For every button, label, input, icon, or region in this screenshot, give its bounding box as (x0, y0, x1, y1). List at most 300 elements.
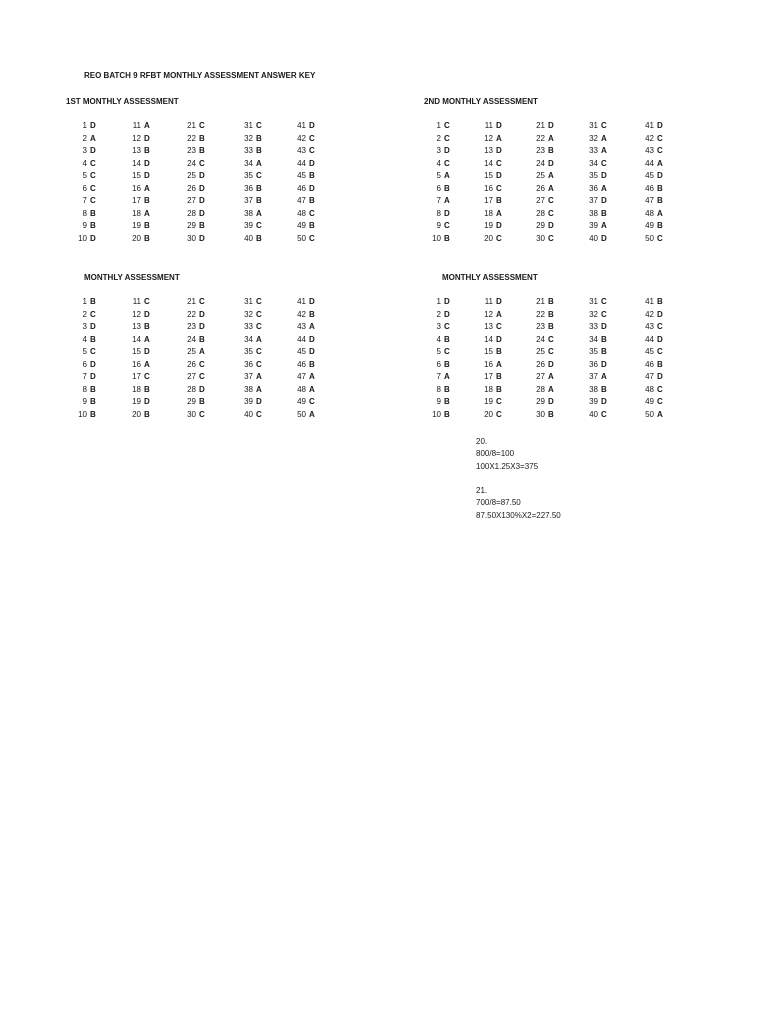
answer-item (526, 346, 566, 358)
answer-item (422, 183, 462, 195)
answer-letter: B (199, 133, 205, 143)
question-number: 3 (436, 322, 441, 331)
question-number: 9 (82, 221, 87, 230)
question-number: 11 (132, 121, 141, 130)
question-number: 6 (82, 183, 87, 193)
answer-letter: C (496, 158, 502, 168)
question-number: 19 (132, 397, 141, 406)
answer-letter: B (657, 183, 663, 193)
note-spacer (476, 473, 561, 485)
answer-item (422, 359, 462, 371)
answer-item (287, 384, 327, 396)
answer-item (635, 145, 675, 157)
answer-letter: B (444, 183, 450, 193)
answer-item (474, 183, 514, 195)
question-number: 7 (82, 372, 87, 381)
answer-item (474, 233, 514, 245)
answer-item (122, 359, 162, 371)
answer-item (422, 371, 462, 383)
answer-letter: C (256, 409, 262, 419)
answer-item (287, 120, 327, 132)
question-number: 1 (436, 121, 441, 130)
section-heading: 2ND MONTHLY ASSESSMENT (424, 97, 538, 106)
question-number: 29 (536, 397, 545, 406)
answer-letter: B (309, 359, 315, 369)
answer-item (122, 195, 162, 207)
answer-item (234, 120, 274, 132)
note-line: 700/8=87.50 (476, 498, 521, 508)
question-number: 13 (484, 146, 493, 155)
question-number: 33 (589, 146, 598, 155)
answer-letter: A (309, 384, 315, 394)
answer-item (122, 145, 162, 157)
answer-letter: B (496, 196, 502, 205)
question-number: 26 (536, 183, 545, 193)
question-number: 22 (187, 133, 196, 143)
question-number: 34 (589, 158, 598, 168)
answer-letter: B (309, 221, 315, 230)
question-number: 25 (536, 171, 545, 180)
answer-item (474, 158, 514, 170)
answer-item (177, 334, 217, 346)
question-number: 4 (82, 158, 87, 168)
answer-letter: D (496, 221, 502, 230)
question-number: 28 (187, 208, 196, 218)
answer-letter: C (548, 334, 554, 344)
answer-letter: C (444, 133, 450, 143)
answer-item (122, 220, 162, 232)
note-label: 21. (476, 486, 488, 496)
question-number: 29 (187, 397, 196, 406)
answer-item (234, 133, 274, 145)
question-number: 50 (645, 409, 654, 419)
answer-letter: D (199, 171, 205, 180)
answer-letter: C (548, 347, 554, 356)
question-number: 19 (484, 397, 493, 406)
question-number: 37 (589, 196, 598, 205)
answer-item (474, 195, 514, 207)
answer-letter: D (90, 359, 96, 369)
answer-item (234, 359, 274, 371)
answer-letter: B (144, 233, 150, 243)
answer-item (68, 346, 108, 358)
answer-letter: C (548, 233, 554, 243)
answer-item (635, 384, 675, 396)
answer-letter: A (601, 146, 607, 155)
question-number: 33 (244, 146, 253, 155)
answer-item (122, 158, 162, 170)
answer-item (177, 233, 217, 245)
question-number: 41 (297, 121, 306, 130)
answer-item (177, 145, 217, 157)
answer-letter: A (90, 133, 96, 143)
answer-letter: D (444, 208, 450, 218)
answer-item (177, 396, 217, 408)
question-number: 10 (78, 409, 87, 419)
question-number: 35 (244, 171, 253, 180)
question-number: 2 (436, 133, 441, 143)
answer-item (287, 158, 327, 170)
answer-item (474, 334, 514, 346)
question-number: 17 (484, 196, 493, 205)
answer-letter: A (444, 372, 450, 381)
question-number: 37 (244, 196, 253, 205)
answer-letter: A (601, 372, 607, 381)
question-number: 37 (244, 372, 253, 381)
answer-letter: B (256, 146, 262, 155)
answer-letter: B (657, 359, 663, 369)
answer-letter: D (601, 196, 607, 205)
answer-item (68, 195, 108, 207)
answer-item (234, 145, 274, 157)
answer-letter: C (496, 183, 502, 193)
answer-letter: A (548, 133, 554, 143)
answer-letter: A (144, 334, 150, 344)
question-number: 2 (436, 309, 441, 319)
question-number: 38 (244, 208, 253, 218)
answer-letter: D (144, 347, 150, 356)
answer-letter: B (496, 347, 502, 356)
answer-letter: C (601, 158, 607, 168)
answer-item (68, 158, 108, 170)
answer-item (579, 208, 619, 220)
question-number: 48 (297, 208, 306, 218)
answer-item (422, 384, 462, 396)
question-number: 12 (132, 309, 141, 319)
section-heading: MONTHLY ASSESSMENT (84, 273, 180, 282)
answer-letter: B (601, 334, 607, 344)
answer-letter: A (496, 309, 502, 319)
answer-letter: B (90, 221, 96, 230)
answer-item (234, 396, 274, 408)
answer-item (287, 396, 327, 408)
question-number: 22 (536, 133, 545, 143)
answer-letter: A (256, 208, 262, 218)
answer-letter: C (444, 322, 450, 331)
answer-item (526, 309, 566, 321)
question-number: 39 (244, 397, 253, 406)
answer-item (287, 208, 327, 220)
answer-item (474, 296, 514, 308)
answer-item (122, 334, 162, 346)
answer-letter: C (444, 221, 450, 230)
question-number: 40 (589, 409, 598, 419)
answer-letter: D (548, 121, 554, 130)
answer-item (579, 158, 619, 170)
answer-item (234, 170, 274, 182)
answer-item (234, 296, 274, 308)
question-number: 6 (436, 359, 441, 369)
question-number: 8 (436, 208, 441, 218)
question-number: 32 (244, 309, 253, 319)
answer-item (526, 334, 566, 346)
answer-item (68, 384, 108, 396)
answer-item (68, 371, 108, 383)
answer-letter: B (90, 397, 96, 406)
question-number: 14 (484, 334, 493, 344)
question-number: 45 (645, 347, 654, 356)
answer-letter: B (444, 409, 450, 419)
answer-letter: A (444, 171, 450, 180)
answer-letter: B (144, 221, 150, 230)
section-heading: 1ST MONTHLY ASSESSMENT (66, 97, 179, 106)
answer-letter: B (496, 384, 502, 394)
question-number: 1 (436, 297, 441, 306)
answer-item (474, 321, 514, 333)
answer-item (177, 158, 217, 170)
answer-item (287, 359, 327, 371)
answer-item (474, 371, 514, 383)
question-number: 20 (484, 409, 493, 419)
answer-item (287, 334, 327, 346)
answer-letter: A (601, 183, 607, 193)
answer-letter: B (309, 196, 315, 205)
question-number: 12 (484, 309, 493, 319)
question-number: 6 (82, 359, 87, 369)
answer-letter: D (199, 384, 205, 394)
question-number: 47 (645, 372, 654, 381)
answer-item (122, 309, 162, 321)
answer-item (635, 309, 675, 321)
answer-letter: D (90, 372, 96, 381)
answer-item (579, 359, 619, 371)
answer-letter: D (657, 171, 663, 180)
answer-letter: C (199, 372, 205, 381)
answer-item (579, 384, 619, 396)
answer-letter: C (444, 158, 450, 168)
answer-item (635, 371, 675, 383)
question-number: 42 (297, 133, 306, 143)
question-number: 25 (536, 347, 545, 356)
answer-letter: B (444, 334, 450, 344)
question-number: 3 (82, 146, 87, 155)
question-number: 25 (187, 171, 196, 180)
answer-item (579, 220, 619, 232)
answer-item (422, 396, 462, 408)
question-number: 21 (187, 297, 196, 306)
answer-letter: D (90, 233, 96, 243)
question-number: 39 (589, 221, 598, 230)
question-number: 50 (297, 233, 306, 243)
answer-item (422, 334, 462, 346)
question-number: 34 (244, 334, 253, 344)
question-number: 17 (132, 372, 141, 381)
answer-item (287, 220, 327, 232)
question-number: 24 (187, 158, 196, 168)
question-number: 23 (187, 322, 196, 331)
answer-letter: C (199, 158, 205, 168)
answer-item (68, 133, 108, 145)
answer-letter: D (199, 196, 205, 205)
answer-item (474, 208, 514, 220)
answer-letter: C (444, 347, 450, 356)
answer-item (422, 309, 462, 321)
question-number: 7 (436, 372, 441, 381)
answer-letter: D (657, 121, 663, 130)
answer-letter: B (256, 196, 262, 205)
answer-letter: B (90, 208, 96, 218)
question-number: 40 (244, 233, 253, 243)
answer-letter: D (144, 397, 150, 406)
answer-item (177, 195, 217, 207)
answer-item (68, 208, 108, 220)
answer-item (579, 371, 619, 383)
answer-item (234, 195, 274, 207)
answer-letter: C (657, 133, 663, 143)
answer-item (526, 133, 566, 145)
answer-item (177, 309, 217, 321)
question-number: 14 (132, 158, 141, 168)
answer-item (68, 233, 108, 245)
answer-item (287, 309, 327, 321)
question-number: 26 (187, 183, 196, 193)
answer-item (422, 346, 462, 358)
answer-item (68, 296, 108, 308)
answer-letter: B (548, 146, 554, 155)
answer-item (122, 183, 162, 195)
answer-letter: D (144, 133, 150, 143)
question-number: 23 (536, 322, 545, 331)
answer-item (177, 371, 217, 383)
answer-letter: B (601, 208, 607, 218)
question-number: 41 (645, 121, 654, 130)
answer-letter: D (601, 322, 607, 331)
answer-letter: C (256, 359, 262, 369)
question-number: 18 (132, 384, 141, 394)
question-number: 22 (187, 309, 196, 319)
question-number: 39 (244, 221, 253, 230)
answer-letter: B (496, 372, 502, 381)
answer-letter: D (309, 158, 315, 168)
answer-item (579, 296, 619, 308)
question-number: 17 (484, 372, 493, 381)
question-number: 8 (436, 384, 441, 394)
question-number: 41 (645, 297, 654, 306)
answer-letter: D (496, 146, 502, 155)
question-number: 28 (536, 384, 545, 394)
answer-item (635, 133, 675, 145)
question-number: 42 (645, 309, 654, 319)
answer-letter: D (548, 221, 554, 230)
question-number: 20 (132, 233, 141, 243)
answer-letter: D (144, 309, 150, 319)
answer-item (287, 133, 327, 145)
answer-item (635, 409, 675, 421)
answer-letter: D (90, 121, 96, 130)
answer-letter: C (256, 309, 262, 319)
answer-item (422, 170, 462, 182)
question-number: 2 (82, 309, 87, 319)
question-number: 16 (484, 183, 493, 193)
answer-letter: A (144, 183, 150, 193)
answer-item (635, 296, 675, 308)
answer-item (234, 371, 274, 383)
answer-item (635, 158, 675, 170)
question-number: 15 (484, 347, 493, 356)
question-number: 7 (436, 196, 441, 205)
answer-letter: A (657, 409, 663, 419)
question-number: 15 (132, 347, 141, 356)
answer-letter: C (256, 221, 262, 230)
answer-letter: B (199, 221, 205, 230)
question-number: 24 (536, 158, 545, 168)
question-number: 31 (589, 297, 598, 306)
question-number: 21 (536, 297, 545, 306)
answer-letter: C (309, 233, 315, 243)
answer-item (122, 296, 162, 308)
question-number: 31 (589, 121, 598, 130)
question-number: 29 (536, 221, 545, 230)
answer-item (474, 409, 514, 421)
answer-letter: C (199, 359, 205, 369)
question-number: 11 (484, 121, 493, 130)
answer-letter: D (309, 121, 315, 130)
question-number: 34 (244, 158, 253, 168)
answer-letter: A (144, 121, 150, 130)
answer-item (526, 120, 566, 132)
answer-letter: C (601, 409, 607, 419)
answer-item (234, 233, 274, 245)
answer-letter: C (496, 233, 502, 243)
answer-item (234, 183, 274, 195)
answer-item (234, 309, 274, 321)
question-number: 4 (436, 334, 441, 344)
answer-item (122, 133, 162, 145)
answer-item (177, 220, 217, 232)
question-number: 28 (187, 384, 196, 394)
answer-item (474, 309, 514, 321)
answer-letter: C (90, 347, 96, 356)
answer-letter: D (601, 359, 607, 369)
answer-letter: B (548, 297, 554, 306)
answer-item (122, 346, 162, 358)
answer-item (635, 359, 675, 371)
answer-item (579, 309, 619, 321)
question-number: 32 (589, 133, 598, 143)
question-number: 20 (132, 409, 141, 419)
answer-letter: D (90, 322, 96, 331)
answer-item (177, 409, 217, 421)
question-number: 20 (484, 233, 493, 243)
answer-item (579, 170, 619, 182)
question-number: 9 (436, 397, 441, 406)
answer-item (422, 296, 462, 308)
answer-item (122, 371, 162, 383)
question-number: 44 (297, 158, 306, 168)
answer-letter: D (444, 146, 450, 155)
answer-letter: D (548, 397, 554, 406)
answer-letter: C (199, 409, 205, 419)
answer-item (579, 346, 619, 358)
answer-item (68, 145, 108, 157)
answer-letter: C (90, 196, 96, 205)
answer-item (234, 346, 274, 358)
question-number: 43 (645, 146, 654, 155)
answer-letter: B (90, 334, 96, 344)
question-number: 30 (536, 233, 545, 243)
answer-item (422, 220, 462, 232)
answer-letter: C (657, 322, 663, 331)
answer-letter: C (256, 322, 262, 331)
question-number: 43 (645, 322, 654, 331)
answer-item (287, 195, 327, 207)
answer-item (579, 233, 619, 245)
answer-letter: A (548, 171, 554, 180)
answer-item (526, 183, 566, 195)
answer-letter: C (496, 322, 502, 331)
question-number: 43 (297, 322, 306, 331)
answer-item (122, 170, 162, 182)
